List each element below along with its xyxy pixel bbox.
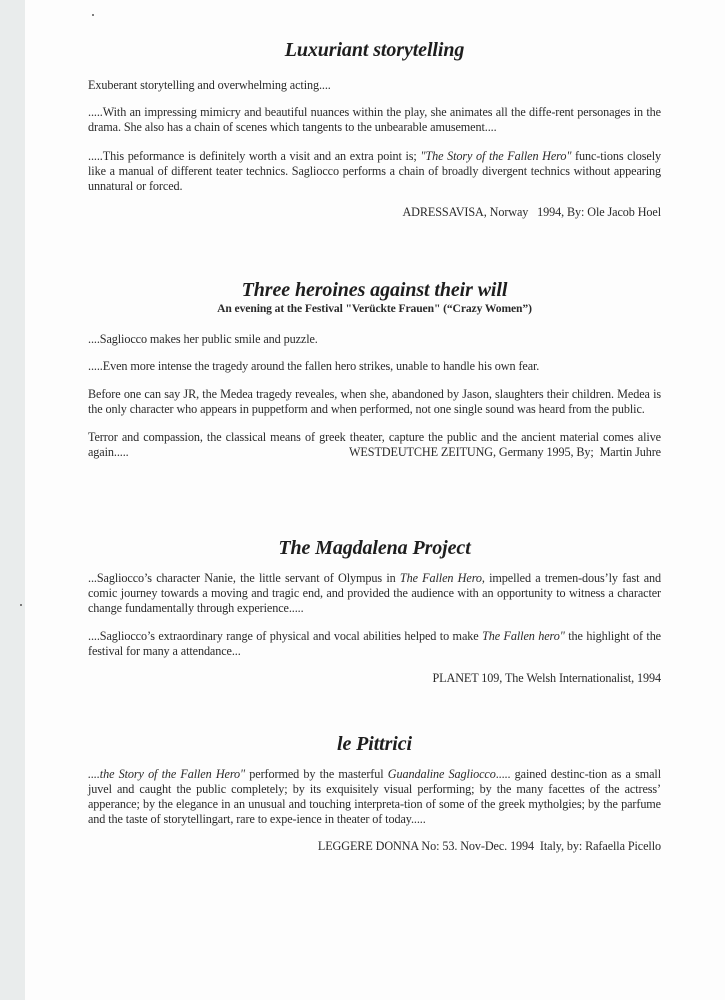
review-paragraph: Before one can say JR, the Medea tragedy reveales, when she, abandoned by Jason, slaughters their children. Medea is the only character who appears in puppetform and when performed, not one single sound was heard from the public. [88, 387, 661, 416]
section-title: Luxuriant storytelling [284, 39, 465, 61]
section-title: The Magdalena Project [278, 537, 471, 559]
review-paragraph [88, 149, 661, 194]
play-title: "The Story of the Fallen Hero" [420, 149, 572, 163]
section-title: le Pittrici [337, 733, 412, 755]
section-subtitle: An evening at the Festival "Verückte Frauen" (“Crazy Women”) [217, 302, 532, 315]
section-title: Three heroines against their will [241, 279, 508, 301]
review-magdalena-project [88, 536, 661, 686]
review-paragraph: .....Even more intense the tragedy around the fallen hero strikes, unable to handle his own fear. [88, 359, 540, 373]
text: the highlight of the festival for many a attendance... [88, 629, 661, 658]
text: , impelled a tremen-dous’ly fast and comic journey towards a moving and tragic end, and provided the audience with an opportunity to witness a character change fundamentally through experience..... [88, 571, 662, 615]
scan-speck [92, 14, 94, 16]
review-three-heroines [88, 278, 661, 460]
review-source: WESTDEUTCHE ZEITUNG, Germany 1995, By; Martin Juhre [349, 445, 661, 459]
review-source: LEGGERE DONNA No: 53. Nov-Dec. 1994 Italy, by: Rafaella Picello [317, 839, 661, 853]
review-paragraph [88, 629, 661, 659]
scan-speck [20, 604, 22, 606]
review-luxuriant-storytelling [88, 38, 661, 220]
review-paragraph [88, 767, 661, 827]
text: .....This peformance is definitely worth a visit and an extra point is; [88, 149, 421, 163]
text: ..... gained destinc-tion as a small juvel and caught the public completely; by its exquisitely visual performing; by the many facettes of the actress’ apperance; by the elegance in an unusual and touching interpreta-tion of some of the greek mytholgies; by the parfume and the taste of storytellingart, rare to expe-ience in theater of today..... [88, 767, 661, 826]
review-source: ADRESSAVISA, Norway 1994, By: Ole Jacob Hoel [402, 205, 661, 219]
review-paragraph: .....With an impressing mimicry and beautiful nuances within the play, she animates all the diffe-rent personages in the drama. She also has a chain of scenes which tangents to the unbearable amusement.... [88, 105, 661, 134]
text: func-tions closely like a manual of different teater technics. Sagliocco performs a chain of broadly divergent technics without appearing unnatural or forced. [88, 149, 661, 193]
play-title: The Fallen hero" [482, 629, 565, 643]
review-le-pittrici [88, 732, 661, 854]
review-source: PLANET 109, The Welsh Internationalist, 1994 [432, 671, 661, 685]
review-paragraph: ....Sagliocco makes her public smile and puzzle. [88, 332, 318, 346]
text: ....Sagliocco’s extraordinary range of physical and vocal abilities helped to make [88, 629, 483, 643]
play-title: The Fallen Hero [399, 571, 482, 585]
review-paragraph: Exuberant storytelling and overwhelming acting.... [88, 78, 331, 92]
review-paragraph [88, 571, 661, 616]
text: ...Sagliocco’s character Nanie, the little servant of Olympus in [88, 571, 400, 585]
text: performed by the masterful [245, 767, 388, 781]
performer-name: Guandaline Sagliocco [387, 767, 496, 781]
scan-edge [0, 0, 25, 1000]
play-title: ....the Story of the Fallen Hero" [88, 767, 246, 781]
review-paragraph: Terror and compassion, the classical means of greek theater, capture the public and the ancient material comes alive again..... [88, 430, 661, 459]
